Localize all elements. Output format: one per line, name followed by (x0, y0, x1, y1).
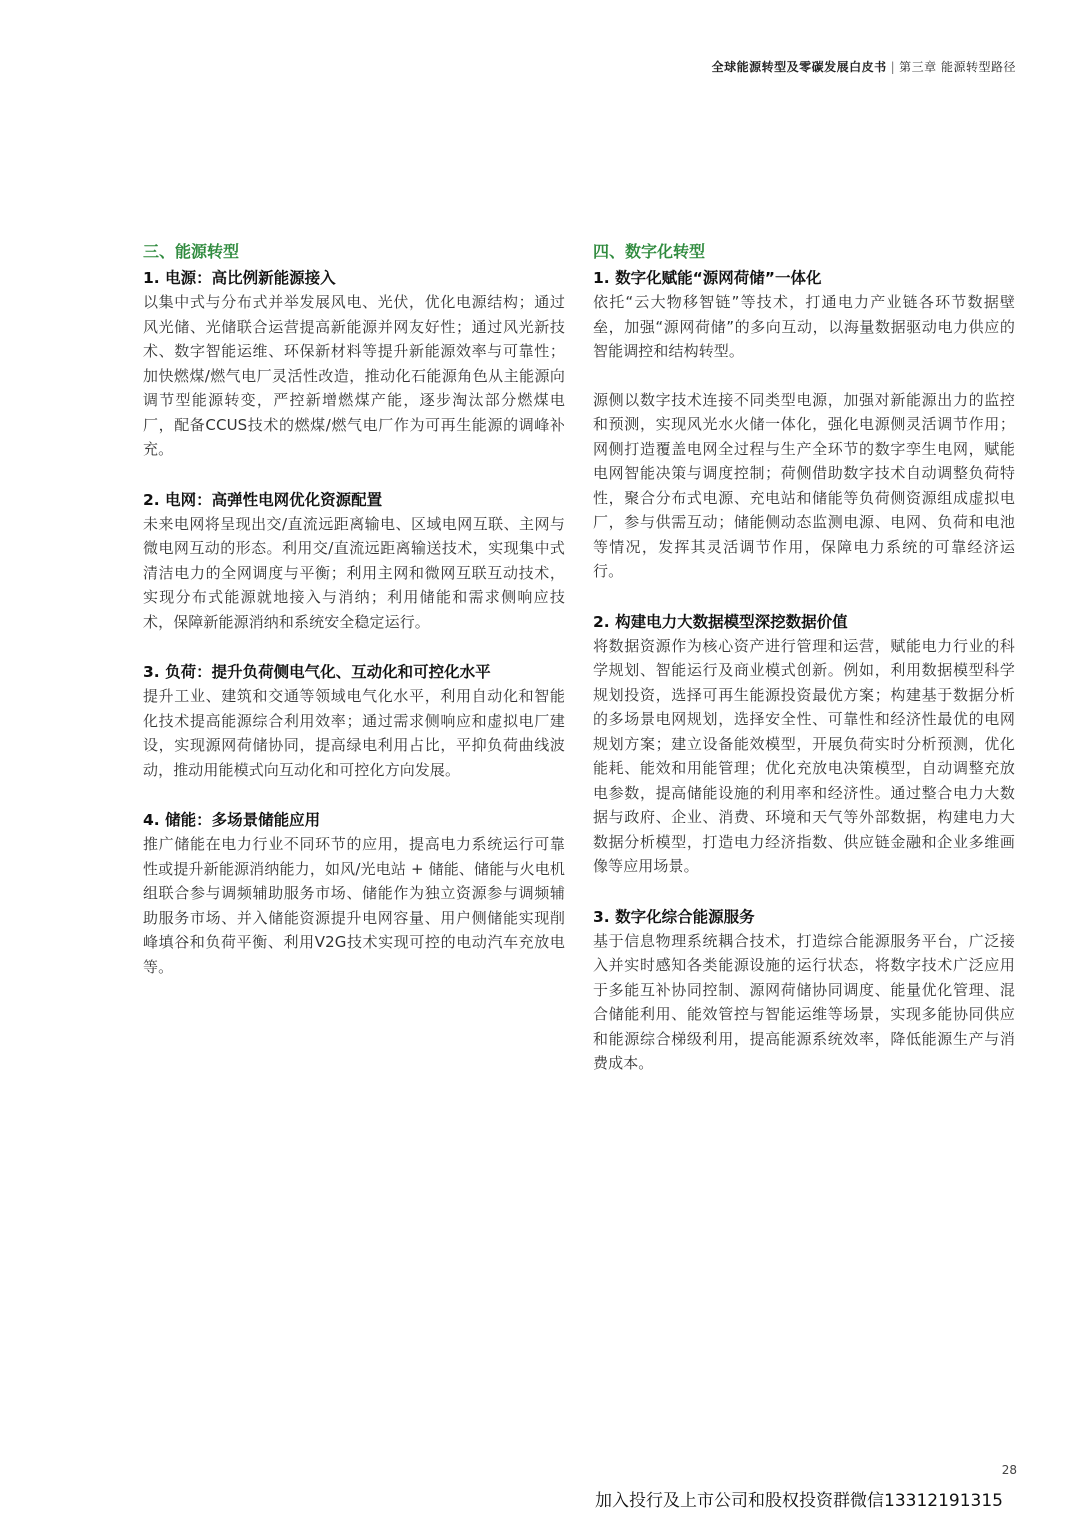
paragraph: 未来电网将呈现出交/直流远距离输电、区域电网互联、主网与微电网互动的形态。利用交/直流远距离输送技术，实现集中式清洁电力的全网调度与平衡；利用主网和微网互联互动技术，实现分布式能源就地接入与消纳；利用储能和需求侧响应技术，保障新能源消纳和系统安全稳定运行。 (143, 514, 565, 631)
header-chapter: 第三章 能源转型路径 (899, 60, 1016, 74)
page-number: 28 (1001, 1463, 1017, 1477)
section-title-digital-transformation: 四、数字化转型 (593, 242, 706, 261)
paragraph: 源侧以数字技术连接不同类型电源，加强对新能源出力的监控和预测，实现风光水火储一体化，强化电源侧灵活调节作用；网侧打造覆盖电网全过程与生产全环节的数字孪生电网，赋能电网智能决策与调度控制；荷侧借助数字技术自动调整负荷特性，聚合分布式电源、充电站和储能等负荷侧资源组成虚拟电厂，参与供需互动；储能侧动态监测电源、电网、负荷和电池等情况，发挥其灵活调节作用，保障电力系统的可靠经济运行。 (593, 390, 1015, 580)
right-column (593, 240, 1015, 1076)
subsection-title: 2. 电网：高弹性电网优化资源配置 (143, 490, 383, 509)
paragraph: 基于信息物理系统耦合技术，打造综合能源服务平台，广泛接入并实时感知各类能源设施的运行状态，将数字技术广泛应用于多能互补协同控制、源网荷储协同调度、能量优化管理、混合储能利用、能效管控与智能运维等场景，实现多能协同供应和能源综合梯级利用，提高能源系统效率，降低能源生产与消费成本。 (593, 931, 1015, 1072)
paragraph: 提升工业、建筑和交通等领域电气化水平，利用自动化和智能化技术提高能源综合利用效率；通过需求侧响应和虚拟电厂建设，实现源网荷储协同，提高绿电利用占比，平抑负荷曲线波动，推动用能模式向互动化和可控化方向发展。 (143, 687, 565, 779)
paragraph: 以集中式与分布式并举发展风电、光伏，优化电源结构；通过风光储、光储联合运营提高新能源并网友好性；通过风光新技术、数字智能运维、环保新材料等提升新能源效率与可靠性；加快燃煤/燃气电厂灵活性改造，推动化石能源角色从主能源向调节型能源转变，严控新增燃煤产能，逐步淘汰部分燃煤电厂，配备CCUS技术的燃煤/燃气电厂作为可再生能源的调峰补充。 (143, 293, 565, 458)
subsection-title: 1. 电源：高比例新能源接入 (143, 269, 336, 287)
subsection-title: 2. 构建电力大数据模型深挖数据价值 (593, 612, 848, 631)
subsection-title: 4. 储能：多场景储能应用 (143, 811, 321, 829)
header-title: 全球能源转型及零碳发展白皮书 (711, 60, 887, 74)
subsection-title: 1. 数字化赋能“源网荷储”一体化 (593, 269, 822, 287)
subsection-title: 3. 负荷：提升负荷侧电气化、互动化和可控化水平 (143, 663, 491, 681)
left-column (143, 240, 565, 979)
footer-watermark-text: 加入投行及上市公司和股权投资群微信13312191315 (595, 1491, 1003, 1511)
paragraph: 依托“云大物移智链”等技术，打通电力产业链各环节数据壁垒，加强“源网荷储”的多向互动，以海量数据驱动电力供应的智能调控和结构转型。 (593, 293, 1015, 360)
section-title-energy-transition: 三、能源转型 (143, 242, 240, 261)
paragraph: 推广储能在电力行业不同环节的应用，提高电力系统运行可靠性或提升新能源消纳能力，如风/光电站 + 储能、储能与火电机组联合参与调频辅助服务市场、储能作为独立资源参与调频辅助服务市场、并入储能资源提升电网容量、用户侧储能实现削峰填谷和负荷平衡、利用V2G技术实现可控的电动汽车充放电等。 (143, 835, 565, 976)
running-header (712, 58, 1016, 75)
subsection-title: 3. 数字化综合能源服务 (593, 907, 755, 926)
paragraph: 将数据资源作为核心资产进行管理和运营，赋能电力行业的科学规划、智能运行及商业模式创新。例如，利用数据模型科学规划投资，选择可再生能源投资最优方案；构建基于数据分析的多场景电网规划，选择安全性、可靠性和经济性最优的电网规划方案；建立设备能效模型，开展负荷实时分析预测，优化能耗、能效和用能管理；优化充放电决策模型，自动调整充放电参数，提高储能设施的利用率和经济性。通过整合电力大数据与政府、企业、消费、环境和天气等外部数据，构建电力大数据分析模型，打造电力经济指数、供应链金融和企业多维画像等应用场景。 (593, 636, 1015, 875)
header-separator: | (890, 60, 896, 74)
